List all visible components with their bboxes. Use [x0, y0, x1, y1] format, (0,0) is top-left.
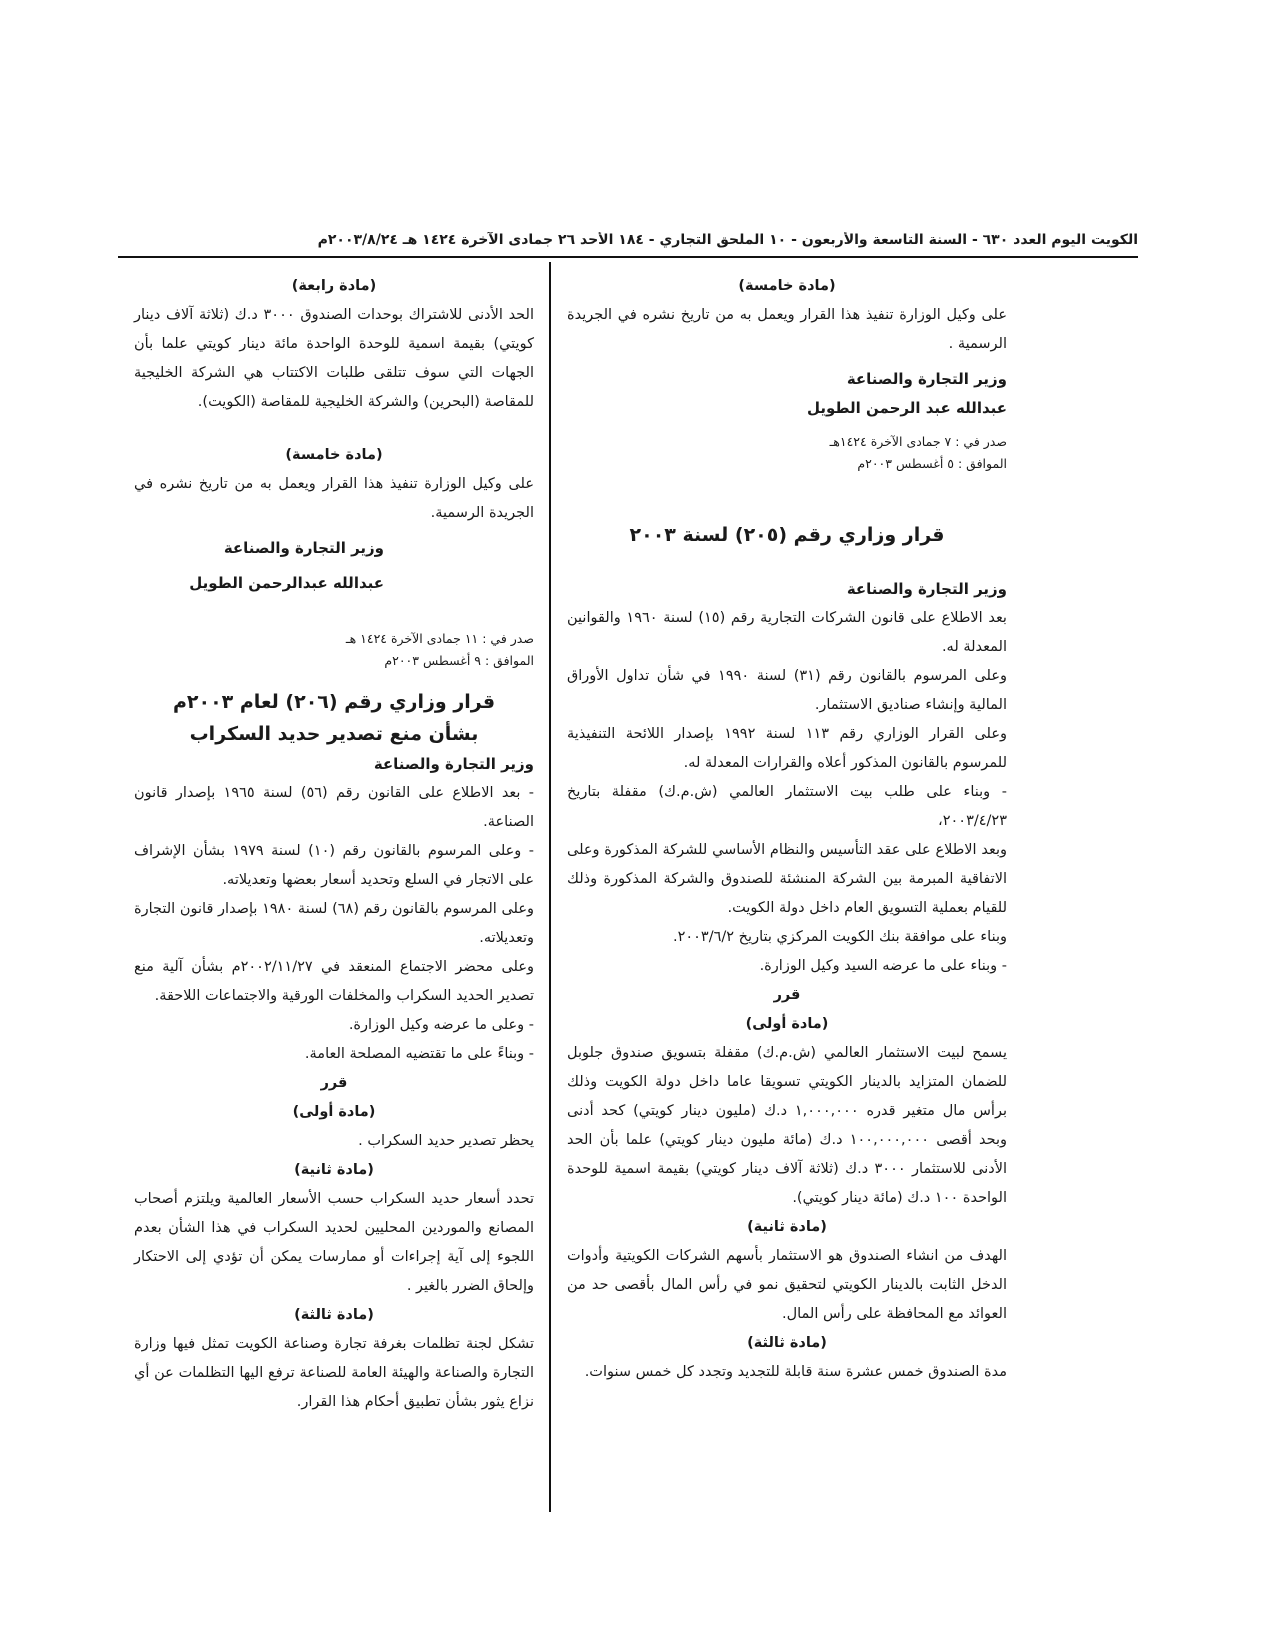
issued-date: صدر في : ٧ جمادى الآخرة ١٤٢٤هـ [829, 434, 1007, 449]
article-heading: (مادة ثانية) [747, 1219, 827, 1235]
decision-minister: وزير التجارة والصناعة [846, 580, 1007, 598]
minister-title: وزير التجارة والصناعة [846, 370, 1007, 388]
preamble-paragraph: بعد الاطلاع على قانون الشركات التجارية رقم (١٥) لسنة ١٩٦٠ والقوانين المعدلة له. [567, 610, 1007, 655]
minister-title: وزير التجارة والصناعة [223, 539, 384, 557]
article-heading: (مادة رابعة) [291, 278, 377, 294]
minister-name: عبدالله عبدالرحمن الطويل [189, 574, 384, 592]
article-text: الهدف من انشاء الصندوق هو الاستثمار بأسهم الشركات الكويتية وأدوات الدخل الثابت بالدينار الكويتي لتحقيق نمو في رأس المال بأقصى حد من العوائد مع المحافظة على رأس المال. [567, 1248, 1007, 1322]
article-text: تحدد أسعار حديد السكراب حسب الأسعار العالمية ويلتزم أصحاب المصانع والموردين المحليين لحديد السكراب في هذا الشأن بعدم اللجوء إلى آية إجراءات أو ممارسات يمكن أن تؤدي إلى الاحتكار وإلحاق الضرر بالغير . [134, 1191, 534, 1294]
column-divider [549, 262, 551, 1512]
decision-title: قرار وزاري رقم (٢٠٥) لسنة ٢٠٠٣ [629, 524, 945, 546]
article-text: مدة الصندوق خمس عشرة سنة قابلة للتجديد وتجدد كل خمس سنوات. [584, 1364, 1007, 1380]
preamble-paragraph: - وبناء على طلب بيت الاستثمار العالمي (ش.م.ك) مقفلة بتاريخ ٢٠٠٣/٤/٢٣، [567, 784, 1007, 829]
article-text: يحظر تصدير حديد السكراب . [358, 1133, 534, 1149]
preamble-paragraph: وبناء على موافقة بنك الكويت المركزي بتاريخ ٢٠٠٣/٦/٢. [672, 929, 1007, 945]
preamble-paragraph: وعلى المرسوم بالقانون رقم (٦٨) لسنة ١٩٨٠ بإصدار قانون التجارة وتعديلاته. [134, 901, 534, 946]
article-heading: (مادة ثالثة) [747, 1335, 827, 1351]
article-text: الحد الأدنى للاشتراك بوحدات الصندوق ٣٠٠٠ د.ك (ثلاثة آلاف دينار كويتي) بقيمة اسمية للوحدة الواحدة مائة دينار كويتي علما بأن الجهات التي سوف تتلقى طلبات الاكتتاب هي الشركة الخليجية للمقاصة (البحرين) والشركة الخليجية للمقاصة (الكويت). [134, 307, 534, 410]
article-heading: (مادة خامسة) [738, 278, 836, 294]
preamble-paragraph: - وبناء على ما عرضه السيد وكيل الوزارة. [759, 958, 1007, 974]
decided-label: قرر [773, 987, 801, 1003]
minister-name: عبدالله عبد الرحمن الطويل [806, 399, 1007, 417]
article-text: على وكيل الوزارة تنفيذ هذا القرار ويعمل به من تاريخ نشره في الجريدة الرسمية. [134, 476, 534, 521]
right-column [567, 272, 1007, 1387]
article-text: تشكل لجنة تظلمات بغرفة تجارة وصناعة الكويت تمثل فيها وزارة التجارة والصناعة والهيئة العامة للصناعة ترفع اليها التظلمات عن أي نزاع يثور بشأن تطبيق أحكام هذا القرار. [134, 1336, 534, 1410]
article-heading: (مادة أولى) [292, 1104, 376, 1120]
corresponding-date: الموافق : ٩ أغسطس ٢٠٠٣م [384, 653, 534, 668]
preamble-paragraph: - وعلى ما عرضه وكيل الوزارة. [348, 1017, 534, 1033]
issued-date: صدر في : ١١ جمادى الآخرة ١٤٢٤ هـ [345, 631, 534, 646]
page-header: الكويت اليوم العدد ٦٣٠ - السنة التاسعة والأربعون - ١٠ الملحق التجاري - ١٨٤ الأحد ٢٦ جمادى الآخرة ١٤٢٤ هـ ٢٠٠٣/٨/٢٤م [317, 232, 1138, 248]
preamble-paragraph: وبعد الاطلاع على عقد التأسيس والنظام الأساسي للشركة المذكورة وعلى الاتفاقية المبرمة بين الشركة المنشئة للصندوق والشركة المذكورة وذلك للقيام بعملية التسويق العام داخل دولة الكويت. [567, 842, 1007, 916]
header-rule [118, 256, 1138, 258]
corresponding-date: الموافق : ٥ أغسطس ٢٠٠٣م [857, 456, 1007, 471]
article-heading: (مادة ثانية) [294, 1162, 374, 1178]
article-heading: (مادة أولى) [745, 1016, 829, 1032]
decision-minister: وزير التجارة والصناعة [373, 755, 534, 773]
decided-label: قرر [320, 1075, 348, 1091]
article-text: على وكيل الوزارة تنفيذ هذا القرار ويعمل به من تاريخ نشره في الجريدة الرسمية . [567, 307, 1007, 352]
preamble-paragraph: - وبناءً على ما تقتضيه المصلحة العامة. [304, 1046, 534, 1062]
preamble-paragraph: وعلى محضر الاجتماع المنعقد في ٢٠٠٢/١١/٢٧م بشأن آلية منع تصدير الحديد السكراب والمخلفات الورقية والاجتماعات اللاحقة. [134, 959, 534, 1004]
preamble-paragraph: - بعد الاطلاع على القانون رقم (٥٦) لسنة ١٩٦٥ بإصدار قانون الصناعة. [134, 785, 534, 830]
article-heading: (مادة ثالثة) [294, 1307, 374, 1323]
left-column [134, 272, 534, 1417]
decision-subject: بشأن منع تصدير حديد السكراب [189, 723, 479, 745]
preamble-paragraph: وعلى المرسوم بالقانون رقم (٣١) لسنة ١٩٩٠ في شأن تداول الأوراق المالية وإنشاء صناديق الاستثمار. [567, 668, 1007, 713]
preamble-paragraph: وعلى القرار الوزاري رقم ١١٣ لسنة ١٩٩٢ بإصدار اللائحة التنفيذية للمرسوم بالقانون المذكور أعلاه والقرارات المعدلة له. [567, 726, 1007, 771]
preamble-paragraph: - وعلى المرسوم بالقانون رقم (١٠) لسنة ١٩٧٩ بشأن الإشراف على الاتجار في السلع وتحديد أسعار بعضها وتعديلاته. [134, 843, 534, 888]
article-heading: (مادة خامسة) [285, 447, 383, 463]
article-text: يسمح لبيت الاستثمار العالمي (ش.م.ك) مقفلة بتسويق صندوق جلوبل للضمان المتزايد بالدينار الكويتي تسويقا عاما داخل دولة الكويت وذلك برأس مال متغير قدره ١,٠٠٠,٠٠٠ د.ك (مليون دينار كويتي) كحد أدنى وبحد أقصى ١٠٠,٠٠٠,٠٠٠ د.ك (مائة مليون دينار كويتي) علما بأن الحد الأدنى للاستثمار ٣٠٠٠ د.ك (ثلاثة آلاف دينار كويتي) بقيمة اسمية للوحدة الواحدة ١٠٠ د.ك (مائة دينار كويتي). [567, 1045, 1007, 1206]
decision-title: قرار وزاري رقم (٢٠٦) لعام ٢٠٠٣م [172, 691, 496, 713]
